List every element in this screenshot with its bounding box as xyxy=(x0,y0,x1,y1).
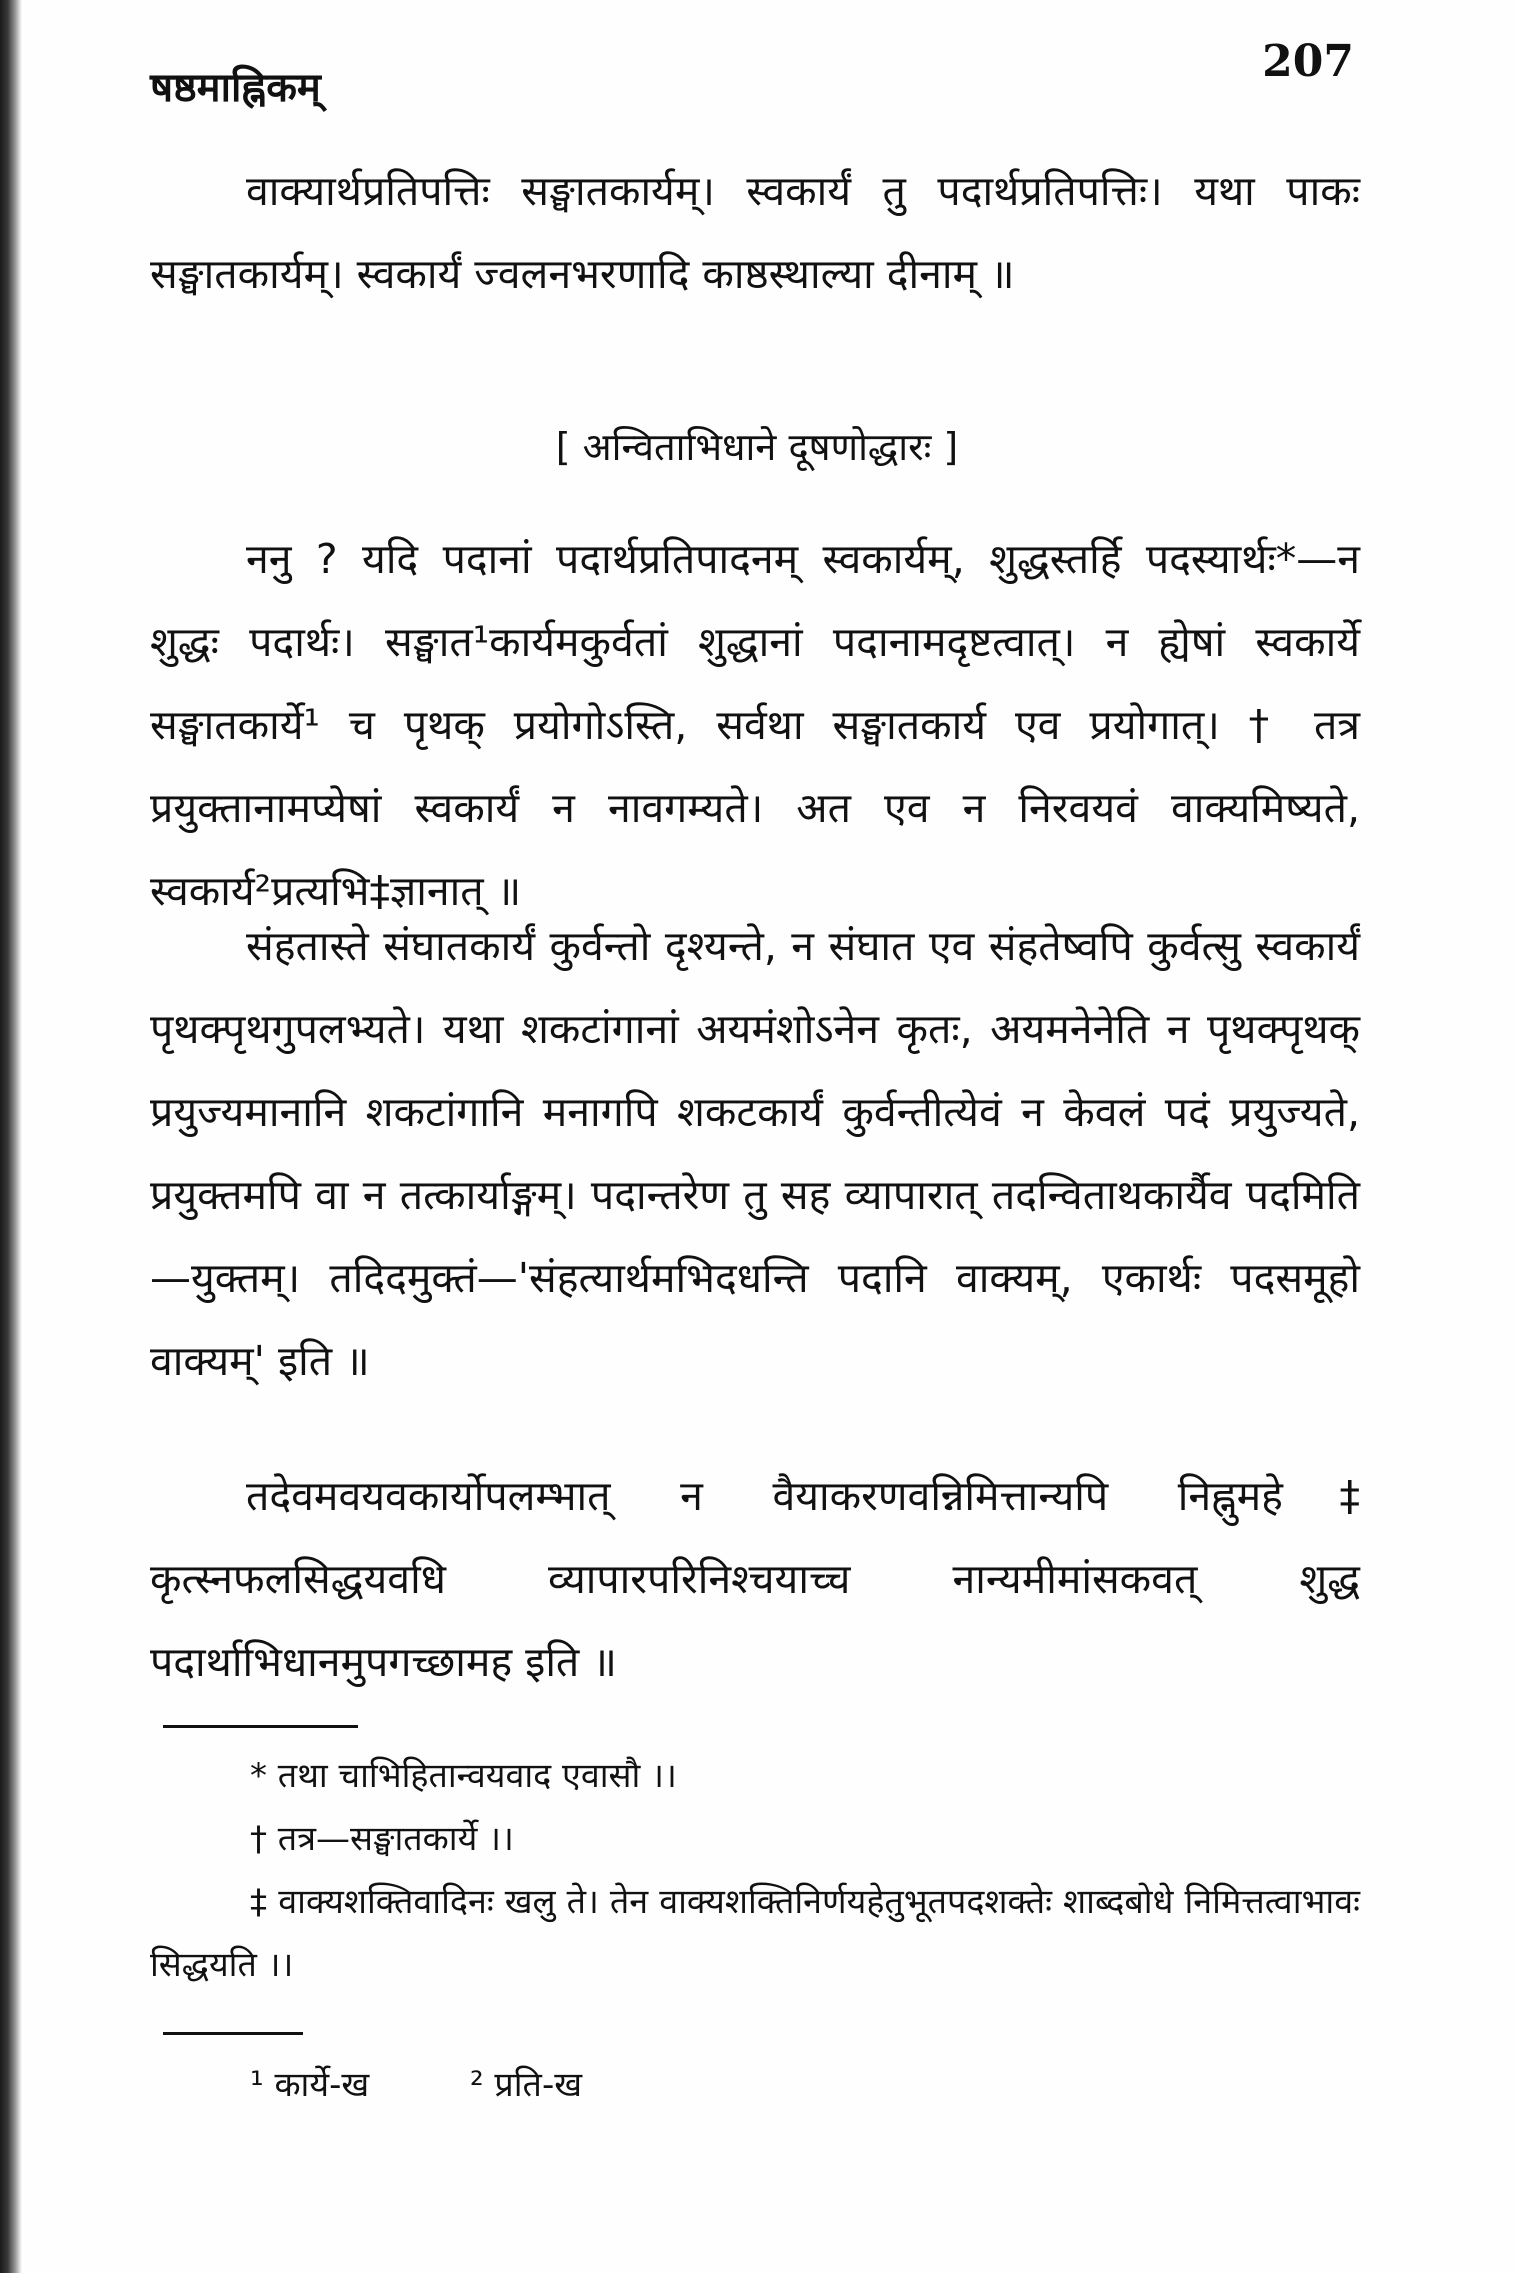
footnotes xyxy=(150,1745,1360,1997)
paragraph-text: तदेवमवयवकार्योपलम्भात् न वैयाकरणवन्निमित्तान्यपि निह्नुमहे‡ कृत्स्नफलसिद्धयवधि व्यापारपरिनिश्चयाच्च नान्यमीमांसकवत् शुद्ध पदार्थाभिधानमुपगच्छामह इति ॥ xyxy=(150,1472,1360,1686)
running-header-title: षष्ठमाह्निकम् xyxy=(150,65,321,111)
variant-reading-1: ¹ कार्ये-ख xyxy=(250,2065,370,2105)
footnote-dagger: † तत्र—सङ्घातकार्ये ।। xyxy=(250,1819,514,1859)
body-paragraph-1 xyxy=(150,150,1360,316)
variant-separator-rule xyxy=(163,2032,303,2035)
variant-reading-2: ² प्रति-ख xyxy=(469,2065,583,2105)
body-paragraph-2 xyxy=(150,518,1360,933)
body-paragraph-4 xyxy=(150,1455,1360,1704)
page-binding-edge xyxy=(0,0,22,2273)
footnote-separator-rule xyxy=(163,1725,358,1728)
paragraph-text: संहतास्ते संघातकार्यं कुर्वन्तो दृश्यन्ते, न संघात एव संहतेष्वपि कुर्वत्सु स्वकार्यं पृथक्पृथगुपलभ्यते। यथा शकटांगानां अयमंशोऽनेन कृतः, अयमनेनेति न पृथक्पृथक् प्रयुज्यमानानि शकटांगानि मनागपि शकटकार्यं कुर्वन्तीत्येवं न केवलं पदं प्रयुज्यते, प्रयुक्तमपि वा न तत्कार्याङ्गम्। पदान्तरेण तु सह व्यापारात् तदन्विताथकार्यैव पदमिति—युक्तम्। तदिदमुक्तं—'संहत्यार्थमभिदधन्ति पदानि वाक्यम्, एकार्थः पदसमूहो वाक्यम्' इति ॥ xyxy=(150,922,1360,1385)
variant-readings xyxy=(250,2060,582,2106)
body-paragraph-3 xyxy=(150,905,1360,1403)
paragraph-text: ननु ? यदि पदानां पदार्थप्रतिपादनम् स्वकार्यम्, शुद्धस्तर्हि पदस्यार्थः*—न शुद्धः पदार्थः। सङ्घात¹कार्यमकुर्वतां शुद्धानां पदानामदृष्टत्वात्। न ह्येषां स्वकार्ये सङ्घातकार्ये¹ च पृथक् प्रयोगोऽस्ति, सर्वथा सङ्घातकार्य एव प्रयोगात्। † तत्र प्रयुक्तानामप्येषां स्वकार्यं न नावगम्यते। अत एव न निरवयवं वाक्यमिष्यते, स्वकार्य²प्रत्यभि‡ज्ञानात् ॥ xyxy=(150,535,1360,915)
paragraph-text: वाक्यार्थप्रतिपत्तिः सङ्घातकार्यम्। स्वकार्यं तु पदार्थप्रतिपत्तिः। यथा पाकः सङ्घातकार्यम्। स्वकार्यं ज्वलनभरणादि काष्ठस्थाल्या दीनाम् ॥ xyxy=(150,167,1360,298)
footnote-double-dagger: ‡ वाक्यशक्तिवादिनः खलु ते। तेन वाक्यशक्तिनिर्णयहेतुभूतपदशक्तेः शाब्दबोधे निमित्तत्वाभावः सिद्धयति ।। xyxy=(150,1882,1360,1985)
footnote-star: * तथा चाभिहितान्वयवाद एवासौ ।। xyxy=(250,1756,677,1796)
page-number: 207 xyxy=(1262,36,1354,87)
section-heading: [ अन्विताभिधाने दूषणोद्धारः ] xyxy=(555,425,959,469)
